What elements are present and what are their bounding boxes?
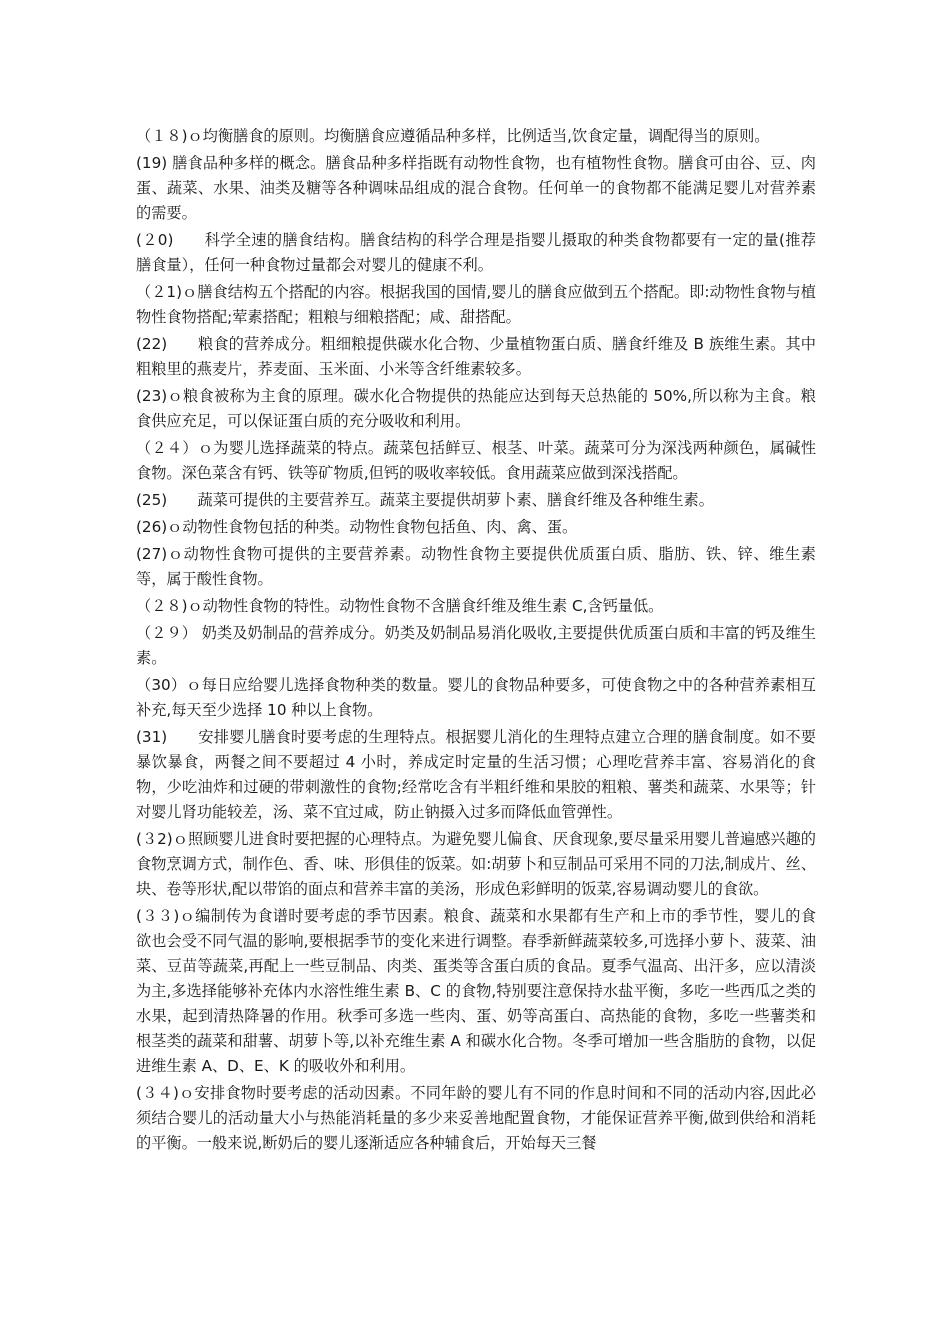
paragraph-25: (25) 蔬菜可提供的主要营养互。蔬菜主要提供胡萝卜素、膳食纤维及各种维生素。: [136, 491, 714, 509]
document-page: [136, 124, 816, 1158]
paragraph-28: （２８)ｏ动物性食物的特性。动物性食物不含膳食纤维及维生素 C,含钙量低。: [136, 597, 664, 615]
paragraph-32: (３2)ｏ照顾婴儿进食时要把握的心理特点。为避免婴儿偏食、厌食现象,要尽量采用婴儿普遍感兴趣的食物烹调方式，制作色、香、味、形俱佳的饭菜。如:胡萝卜和豆制品可采用不同的刀法,制成片、丝、块、卷等形状,配以带馅的面点和营养丰富的美汤，形成色彩鲜明的饭菜,容易调动婴儿的食欲。: [136, 830, 816, 898]
paragraph-34: (３４)ｏ安排食物时要考虑的活动因素。不同年龄的婴儿有不同的作息时间和不同的活动内容,因此必须结合婴儿的活动量大小与热能消耗量的多少来妥善地配置食物，才能保证营养平衡,做到供给和消耗的平衡。一般来说,断奶后的婴儿逐渐适应各种辅食后，开始每天三餐: [136, 1084, 816, 1152]
paragraph-27: (27)ｏ动物性食物可提供的主要营养素。动物性食物主要提供优质蛋白质、脂肪、铁、锌、维生素等，属于酸性食物。: [136, 545, 816, 588]
paragraph-19: (19) 膳食品种多样的概念。膳食品种多样指既有动物性食物，也有植物性食物。膳食可由谷、豆、肉蛋、蔬菜、水果、油类及糖等各种调味品组成的混合食物。任何单一的食物都不能满足婴儿对营养素的需要。: [136, 154, 816, 222]
paragraph-23: (23)ｏ粮食被称为主食的原理。碳水化合物提供的热能应达到每天总热能的 50%,所以称为主食。粮食供应充足，可以保证蛋白质的充分吸收和利用。: [136, 387, 816, 430]
paragraph-24: （２４）ｏ为婴儿选择蔬菜的特点。蔬菜包括鲜豆、根茎、叶菜。蔬菜可分为深浅两种颜色，属碱性食物。深色菜含有钙、铁等矿物质,但钙的吸收率较低。食用蔬菜应做到深浅搭配。: [136, 439, 816, 482]
paragraph-21: （２1)ｏ膳食结构五个搭配的内容。根据我国的国情,婴儿的膳食应做到五个搭配。即:动物性食物与植物性食物搭配;荤素搭配；粗粮与细粮搭配；咸、甜搭配。: [136, 283, 816, 326]
paragraph-18: （１８)ｏ均衡膳食的原则。均衡膳食应遵循品种多样，比例适当,饮食定量，调配得当的原则。: [136, 127, 770, 145]
paragraph-31: (31) 安排婴儿膳食时要考虑的生理特点。根据婴儿消化的生理特点建立合理的膳食制度。如不要暴饮暴食，两餐之间不要超过 4 小时，养成定时定量的生活习惯；心理吃营养丰富、容易消化的食物，少吃油炸和过硬的带刺激性的食物;经常吃含有半粗纤维和果胶的粗粮、薯类和蔬菜、水果等；针对婴儿肾功能较差，汤、菜不宜过咸，防止钠摄入过多而降低血管弹性。: [136, 728, 816, 821]
paragraph-33: (３３)ｏ编制传为食谱时要考虑的季节因素。粮食、蔬菜和水果都有生产和上市的季节性，婴儿的食欲也会受不同气温的影响,要根据季节的变化来进行调整。春季新鲜蔬菜较多,可选择小萝卜、菠菜、油菜、豆苗等蔬菜,再配上一些豆制品、肉类、蛋类等含蛋白质的食品。夏季气温高、出汗多，应以清淡为主,多选择能够补充体内水溶性维生素 B、C 的食物,特别要注意保持水盐平衡，多吃一些西瓜之类的水果，起到清热降暑的作用。秋季可多选一些肉、蛋、奶等高蛋白、高热能的食物，多吃一些薯类和根茎类的蔬菜和甜薯、胡萝卜等,以补充维生素 A 和碳水化合物。冬季可增加一些含脂肪的食物，以促进维生素 A、D、E、K 的吸收外和利用。: [136, 907, 816, 1075]
paragraph-29: （２９） 奶类及奶制品的营养成分。奶类及奶制品易消化吸收,主要提供优质蛋白质和丰富的钙及维生素。: [136, 624, 816, 667]
paragraph-20: (２0) 科学全速的膳食结构。膳食结构的科学合理是指婴儿摄取的种类食物都要有一定的量(推荐膳食量），任何一种食物过量都会对婴儿的健康不利。: [136, 231, 816, 274]
paragraph-22: (22) 粮食的营养成分。粗细粮提供碳水化合物、少量植物蛋白质、膳食纤维及 B 族维生素。其中粗粮里的燕麦片，荞麦面、玉米面、小米等含纤维素较多。: [136, 335, 816, 378]
paragraph-26: (26)ｏ动物性食物包括的种类。动物性食物包括鱼、肉、禽、蛋。: [136, 518, 578, 536]
paragraph-30: （30）ｏ每日应给婴儿选择食物种类的数量。婴儿的食物品种要多，可使食物之中的各种营养素相互补充,每天至少选择 10 种以上食物。: [136, 676, 816, 719]
